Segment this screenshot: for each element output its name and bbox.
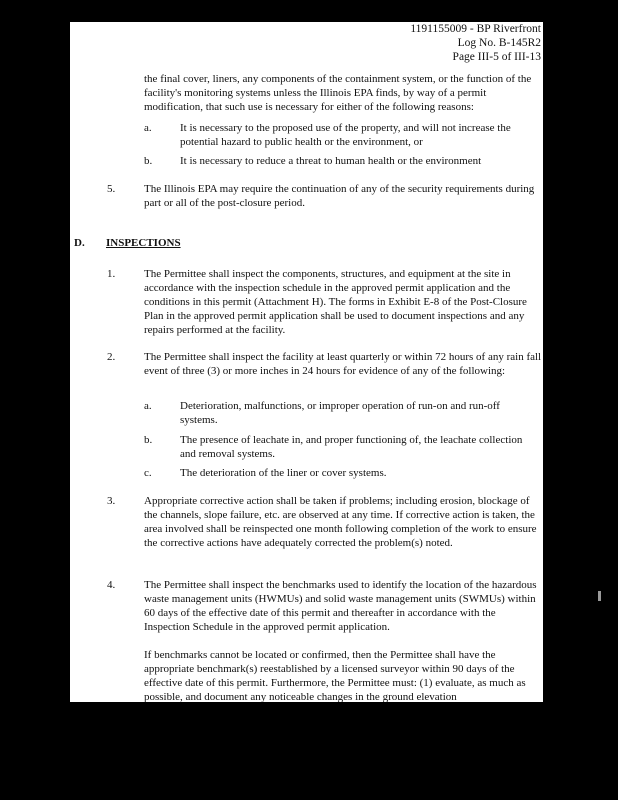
d2-b-label: b. [144, 434, 153, 446]
header-page-number: Page III-5 of III-13 [452, 51, 541, 63]
reason-a-text: It is necessary to the proposed use of the property, and will not increase the potential hazard to public health or the environment, or [180, 122, 511, 148]
reason-a-label: a. [144, 122, 152, 134]
d2-a-text: Deterioration, malfunctions, or improper operation of run-on and run-off systems. [180, 400, 500, 426]
intro-paragraph: the final cover, liners, any components of the containment system, or the function of the facility's monitoring systems unless the Illinois EPA finds, by way of a permit modification, that such use is necessary for either of the following reasons: [144, 73, 532, 113]
header-permit-number: 1191155009 - BP Riverfront [410, 23, 541, 35]
d4-number: 4. [107, 579, 116, 591]
document-page [70, 22, 543, 702]
d1-text: The Permittee shall inspect the components, structures, and equipment at the site in accordance with the inspection schedule in the approved permit application and the conditions in this permit (Attachment H). The forms in Exhibit E-8 of the Post-Closure Plan in the approved permit application shall be used to document inspections and any repairs performed at the facility. [144, 268, 527, 336]
section-d-letter: D. [74, 237, 85, 249]
d4-text: The Permittee shall inspect the benchmarks used to identify the location of the hazardous waste management units (HWMUs) and solid waste management units (SWMUs) within 60 days of the effective date of this permit and thereafter in accordance with the Inspection Schedule in the approved permit application. [144, 579, 537, 633]
d2-c-text: The deterioration of the liner or cover systems. [180, 467, 387, 479]
d2-number: 2. [107, 351, 116, 363]
page-header [410, 22, 541, 64]
d3-number: 3. [107, 495, 116, 507]
d2-text: The Permittee shall inspect the facility at least quarterly or within 72 hours of any rain fall event of three (3) or more inches in 24 hours for evidence of any of the following: [144, 351, 542, 377]
section-d-title: INSPECTIONS [106, 237, 181, 249]
d2-b-text: The presence of leachate in, and proper functioning of, the leachate collection and removal systems. [180, 434, 523, 460]
reason-b-text: It is necessary to reduce a threat to human health or the environment [180, 155, 482, 167]
d4-followup-text: If benchmarks cannot be located or confirmed, then the Permittee shall have the appropriate benchmark(s) reestablished by a licensed surveyor within 90 days of the effective date of this permit. Furthermore, the Permittee must: (1) evaluate, as much as possible, and document any noticeable changes in the ground elevation [144, 649, 526, 702]
d3-text: Appropriate corrective action shall be taken if problems; including erosion, blockage of the channels, slope failure, etc. are observed at any time. If corrective action is taken, the area involved shall be reinspected one month following completion of the work to ensure the corrective actions have adequately corrected the problem(s) noted. [144, 495, 537, 549]
reason-b-label: b. [144, 155, 153, 167]
section-d-heading [74, 236, 181, 250]
d2-c-label: c. [144, 467, 152, 479]
item-5-number: 5. [107, 183, 116, 195]
item-5-text: The Illinois EPA may require the continuation of any of the security requirements during part or all of the post-closure period. [144, 183, 535, 209]
d1-number: 1. [107, 268, 116, 280]
scan-edge-mark [598, 591, 601, 601]
header-log-number: Log No. B-145R2 [457, 37, 541, 49]
d2-a-label: a. [144, 400, 152, 412]
